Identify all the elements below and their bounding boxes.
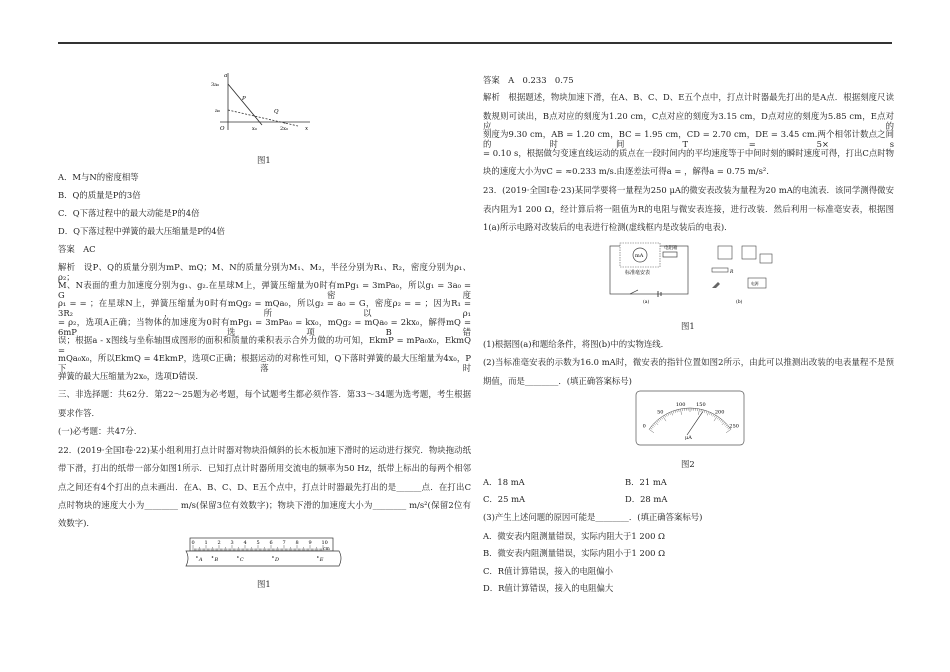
label: a₀	[215, 108, 220, 114]
label: 标准毫安表	[625, 270, 651, 276]
q22-line: 点时物块的速度大小为________ m/s(保留3位有效数字)；物块下滑的加速度大小为________ m/s²(保留2位有	[58, 500, 471, 510]
label: a	[224, 73, 228, 79]
label: x₀	[252, 126, 257, 132]
option-d: D．Q下落过程中弹簧的最大压缩量是P的4倍	[58, 226, 225, 236]
figure-caption: 图2	[681, 459, 695, 469]
q22-line: 带下滑，打出的纸带一部分如图1所示．已知打点计时器所用交流电的频率为50 Hz，纸带上标出的每两个相邻	[58, 463, 471, 473]
option-d: D．28 mA	[625, 494, 668, 504]
figure-caption: 图1	[257, 579, 271, 589]
a-x-graph	[210, 70, 315, 135]
meter-tick-label: 100	[675, 401, 686, 408]
tape-point-label: E	[319, 557, 324, 563]
label: P	[242, 96, 246, 102]
figure-shape	[760, 254, 772, 263]
meter-tick-label: 150	[696, 401, 706, 408]
analysis-line: 解析 根据题述，物块加速下滑，在A、B、C、D、E五个点中，打点计时器最先打出的是A点．根据刻度尺读	[483, 92, 894, 102]
tape-dot	[272, 556, 274, 558]
q23-part3: (3)产生上述问题的原因可能是________．(填正确答案标号)	[483, 512, 703, 522]
analysis-line: M、N表面的重力加速度分别为g₁、g₂.在星球M上，弹簧压缩量为0时有mPg₁ = 3mPa₀，所以g₁ = 3a₀ = G，密度	[58, 280, 471, 300]
ruler-tick-label: 6	[269, 540, 273, 546]
option-c: C．25 mA	[483, 494, 526, 504]
ruler-tape-figure	[183, 537, 343, 569]
circuit-figure	[600, 240, 780, 306]
figure-shape	[630, 290, 638, 294]
figure-shape	[712, 282, 720, 288]
ruler-tick-label: 4	[243, 540, 247, 546]
analysis-line: 刻度为9.30 cm，AB = 1.20 cm，BC = 1.95 cm，CD = 2.70 cm，DE = 3.45 cm.两个相邻计数点之间的时间T = 5× s	[483, 129, 894, 149]
tape-dot	[237, 556, 239, 558]
label: 3a₀	[211, 82, 220, 88]
answer: 答案 AC	[58, 244, 96, 254]
option-c: C．R值计算错误，接入的电阻偏小	[483, 566, 613, 576]
option-a: A．M与N的密度相等	[58, 172, 139, 182]
tape-dot	[317, 556, 319, 558]
label: x	[305, 126, 309, 132]
tape-point-label: D	[274, 557, 279, 563]
label: Q	[274, 109, 279, 115]
label: 电阻箱	[664, 246, 678, 251]
line-P	[228, 84, 262, 125]
tape-point-label: B	[214, 557, 219, 563]
meter-tick-label: 0	[642, 423, 646, 430]
q22-line: 点之间还有4个打出的点未画出．在A、B、C、D、E五个点中，打点计时器最先打出的是______点．在打出C	[58, 482, 471, 492]
q23-line: 23．(2019·全国Ⅰ卷·23)某同学要将一量程为250 μA的微安表改装为量程为20 mA的电流表．该同学测得微安	[483, 185, 894, 195]
figure-shape	[663, 252, 677, 257]
option-b: B．21 mA	[625, 477, 667, 487]
section-heading: 要求作答．	[58, 408, 100, 418]
analysis-line: 误；根据a - x图线与坐标轴围成图形的面积和质量的乘积表示合外力做的功可知，EkmP = mPa₀x₀，EkmQ =	[58, 335, 471, 355]
q23-part2: (2)当标准毫安表的示数为16.0 mA时，微安表的指针位置如图2所示，由此可以推测出改装的电表量程不是预	[483, 357, 894, 367]
tape-dot	[212, 556, 214, 558]
analysis-line: = 0.10 s，根据做匀变速直线运动的质点在一段时间内的平均速度等于中间时刻的瞬时速度可得，打出C点时物	[483, 148, 894, 158]
meter-unit: μA	[685, 435, 692, 441]
ruler-tick-label: 0	[191, 540, 195, 546]
header-rule	[58, 42, 892, 44]
required-heading: (一)必考题：共47分．	[58, 426, 143, 436]
q23-part1: (1)根据图(a)和题给条件，将图(b)中的实物连线．	[483, 339, 670, 349]
option-c: C．Q下落过程中的最大动能是P的4倍	[58, 208, 200, 218]
section-heading: 三、非选择题：共62分．第22～25题为必考题，每个试题考生都必须作答．第33～34题为选考题，考生根据	[58, 389, 471, 399]
figure-shape	[186, 551, 341, 566]
figure-shape	[718, 246, 732, 259]
meter-tick-label: 50	[657, 409, 664, 416]
q22-line: 效数字)．	[58, 518, 95, 528]
ruler-tick-label: 8	[295, 540, 299, 546]
option-b: B．Q的质量是P的3倍	[58, 190, 141, 200]
line-Q	[228, 110, 298, 126]
microammeter-dial	[635, 390, 745, 446]
analysis-line: 块的速度大小为vC = ≈0.233 m/s.由逐差法可得a = ，解得a = 0.75 m/s².	[483, 166, 769, 176]
ruler-tick-label: 7	[282, 540, 286, 546]
label: (a)	[643, 300, 650, 305]
label: (b)	[736, 300, 743, 305]
answer: 答案 A 0.233 0.75	[483, 75, 574, 85]
ruler-tick-label: 5	[256, 540, 260, 546]
analysis-line: = ρ₂，选项A正确；当物体的加速度为0时有mPg₁ = 3mPa₀ = kx₀，mQg₂ = mQa₀ = 2kx₀，解得mQ = 6mP，选项B错	[58, 317, 471, 337]
q22-line: 22．(2019·全国Ⅰ卷·22)某小组利用打点计时器对物块沿倾斜的长木板加速下滑时的运动进行探究．物块拖动纸	[58, 445, 471, 455]
option-b: B．微安表内阻测量错误，实际内阻小于1 200 Ω	[483, 548, 666, 558]
figure-shape	[742, 246, 756, 259]
tape-point-label: A	[198, 557, 203, 563]
ruler-tick-label: 1	[204, 540, 208, 546]
figure-shape	[712, 268, 728, 272]
analysis-line: ρ₁ = = ；在星球N上，弹簧压缩量为0时有mQg₂ = mQa₀，所以g₂ = a₀ = G，密度ρ₂ = = ；因为R₁ = 3R₂，所以ρ₁	[58, 298, 471, 318]
q23-line: 表内阻为1 200 Ω，经计算后将一阻值为R的电阻与微安表连接，进行改装．然后利用一标准毫安表，根据图	[483, 204, 894, 214]
analysis-line: mQa₀x₀，所以EkmQ = 4EkmP，选项C正确；根据运动的对称性可知，Q下落时弹簧的最大压缩量为4x₀，P下落时	[58, 353, 471, 373]
label: O	[220, 126, 225, 132]
ruler-tick-label: 3	[230, 540, 234, 546]
tape-dot	[196, 556, 198, 558]
label: R	[730, 270, 734, 275]
analysis-line: 弹簧的最大压缩量为2x₀，选项D错误.	[58, 371, 199, 381]
option-d: D．R值计算错误，接入的电阻偏大	[483, 583, 614, 593]
figure-caption: 图1	[681, 321, 695, 331]
label: 电源	[751, 281, 759, 286]
ruler-tick-label: 10	[321, 540, 328, 546]
label: 2x₀	[280, 126, 289, 132]
ruler-unit: cm	[323, 547, 330, 552]
q23-line: 1(a)所示电路对改装后的电表进行检测(虚线框内是改装后的电表)．	[483, 222, 733, 232]
option-a: A．18 mA	[483, 477, 525, 487]
ruler-tick-label: 9	[308, 540, 312, 546]
analysis-line: 数规则可读出，B点对应的刻度为1.20 cm，C点对应的刻度为3.15 cm，D点对应的刻度为5.85 cm，E点对应的	[483, 111, 894, 131]
meter-tick-label: 200	[714, 409, 725, 416]
option-a: A．微安表内阻测量错误，实际内阻大于1 200 Ω	[483, 531, 666, 541]
label: mA	[635, 253, 644, 259]
ruler-tick-label: 2	[217, 540, 221, 546]
meter-tick-label: 250	[729, 423, 739, 430]
q23-part2: 期值，而是________．(填正确答案标号)	[483, 376, 632, 386]
figure-caption: 图1	[257, 155, 271, 165]
tape-point-label: C	[239, 557, 244, 563]
analysis-line: 解析 设P、Q的质量分别为mP、mQ；M、N的质量分别为M₁、M₂，半径分别为R₁、R₂，密度分别为ρ₁、ρ₂；	[58, 262, 471, 282]
